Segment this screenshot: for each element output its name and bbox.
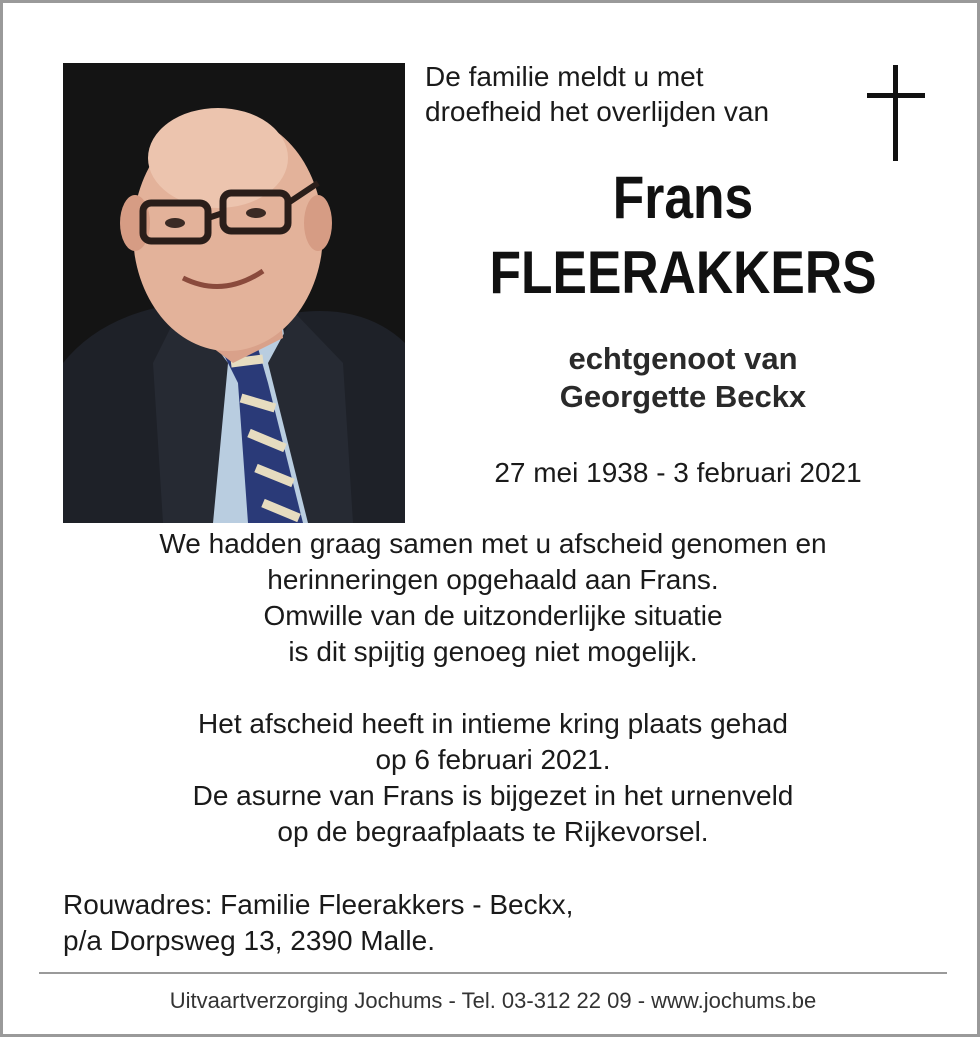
first-name: Frans [612,164,754,231]
deceased-name [423,163,943,313]
mourning-address [63,887,763,959]
address-line: Rouwadres: Familie Fleerakkers - Beckx, [63,889,574,920]
message-line: herinneringen opgehaald aan Frans. [267,564,719,595]
footer-divider [39,972,947,974]
life-dates: 27 mei 1938 - 3 februari 2021 [494,457,862,488]
message-line: We hadden graag samen met u afscheid genomen en [159,528,827,559]
spouse-info [423,340,943,416]
message-line: is dit spijtig genoeg niet mogelijk. [288,636,698,667]
message-line: op de begraafplaats te Rijkevorsel. [277,816,709,847]
address-line: p/a Dorpsweg 13, 2390 Malle. [63,925,435,956]
message-line: Het afscheid heeft in intieme kring plaats gehad [198,708,788,739]
message-line: De asurne van Frans is bijgezet in het urnenveld [192,780,794,811]
farewell-message [43,526,943,850]
portrait-illustration [63,63,405,523]
intro-line: De familie meldt u met [425,61,704,92]
announcement-intro [425,59,855,129]
spouse-label: echtgenoot van [568,341,798,376]
spouse-name: Georgette Beckx [559,379,807,414]
cross-icon [867,65,925,161]
last-name: FLEERAKKERS [489,239,877,306]
intro-line: droefheid het overlijden van [425,96,770,127]
message-line: Omwille van de uitzonderlijke situatie [263,600,723,631]
funeral-home-footer: Uitvaartverzorging Jochums - Tel. 03-312 22 09 - www.jochums.be [169,988,817,1013]
message-line: op 6 februari 2021. [375,744,611,775]
portrait-photo [63,63,405,523]
